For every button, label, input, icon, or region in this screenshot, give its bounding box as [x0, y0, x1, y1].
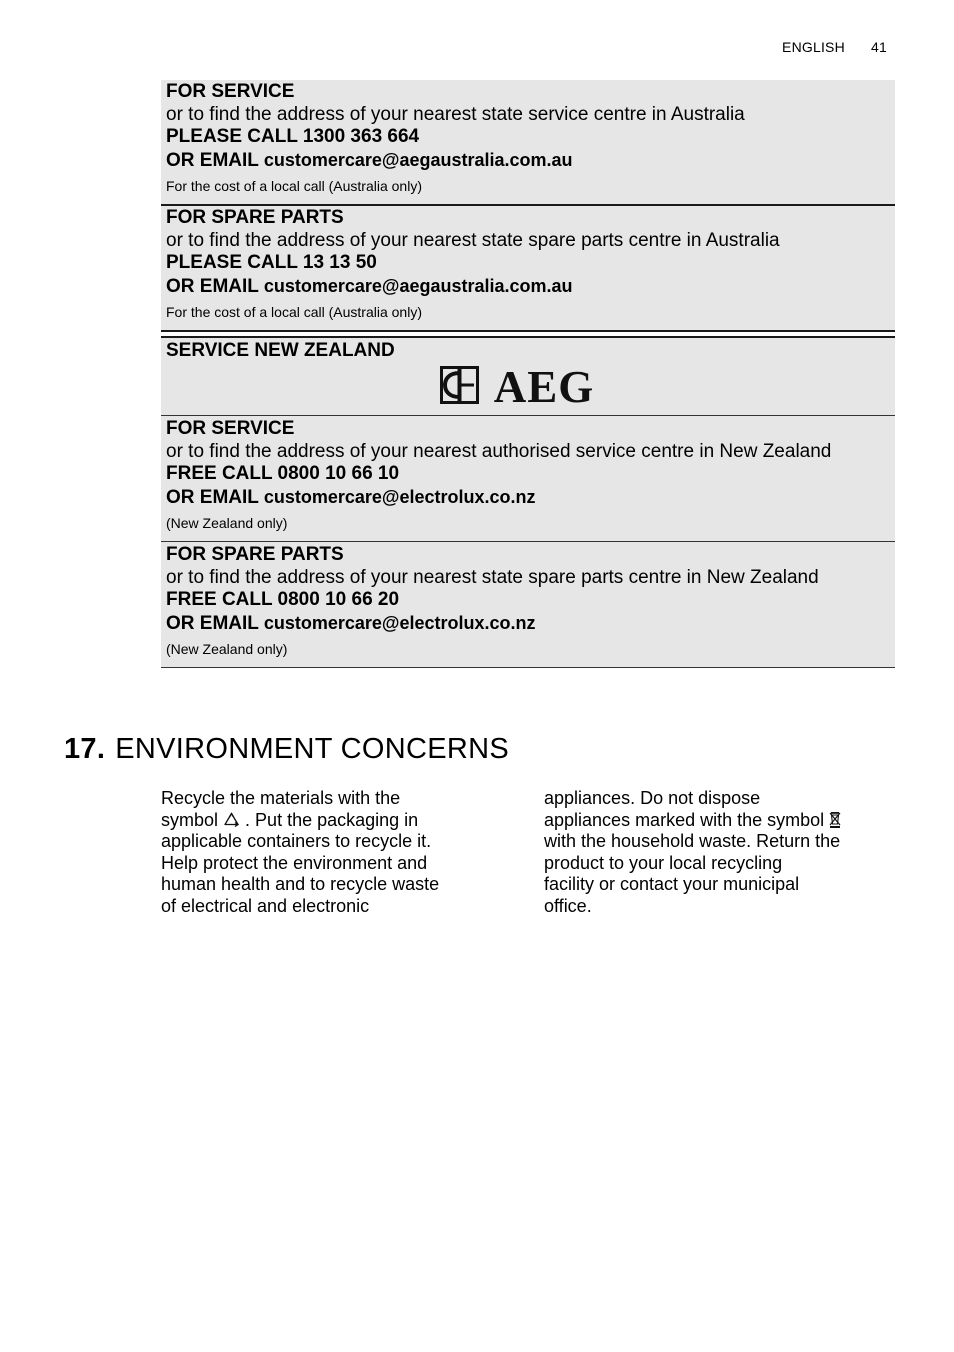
au-parts-call: PLEASE CALL 13 13 50: [166, 252, 377, 273]
email-prefix: OR EMAIL: [166, 149, 264, 171]
section-heading: [64, 733, 509, 766]
nz-parts-email[interactable]: customercare@electrolux.co.nz: [263, 612, 536, 633]
au-service-email[interactable]: customercare@aegaustralia.com.au: [263, 149, 573, 170]
nz-header-title: SERVICE NEW ZEALAND: [166, 340, 395, 361]
aeg-logo: [440, 365, 610, 407]
recycle-icon: [223, 812, 240, 828]
nz-parts-call: FREE CALL 0800 10 66 20: [166, 589, 400, 610]
logo-text: AEG: [493, 365, 595, 407]
separator: [161, 667, 895, 668]
separator: [161, 330, 895, 332]
text-line: facility or contact your municipal: [544, 874, 800, 895]
nz-parts-title: FOR SPARE PARTS: [166, 544, 344, 565]
text-line: with the household waste. Return the: [544, 831, 841, 852]
au-service-box: [161, 80, 895, 204]
text-line: Recycle the materials with the: [161, 788, 401, 808]
au-parts-email-line: [166, 275, 890, 299]
au-parts-title: FOR SPARE PARTS: [166, 207, 344, 228]
email-prefix: OR EMAIL: [166, 612, 264, 634]
section-number: 17.: [64, 733, 106, 765]
au-service-desc: or to find the address of your nearest state service centre in Australia: [166, 103, 745, 125]
nz-service-box: [161, 416, 895, 541]
environment-text-right: [544, 788, 864, 918]
nz-parts-desc: or to find the address of your nearest state spare parts centre in New Zealand: [166, 566, 819, 588]
page-header: [782, 39, 887, 55]
nz-parts-box: [161, 542, 895, 667]
au-parts-email[interactable]: customercare@aegaustralia.com.au: [263, 275, 573, 296]
au-parts-box: [161, 206, 895, 330]
nz-parts-email-line: [166, 612, 890, 636]
section-title: ENVIRONMENT CONCERNS: [115, 733, 509, 765]
nz-service-desc: or to find the address of your nearest authorised service centre in New Zealand: [166, 440, 832, 462]
text-fragment: symbol: [161, 809, 219, 830]
nz-service-call: FREE CALL 0800 10 66 10: [166, 463, 400, 484]
text-fragment: appliances marked with the symbol: [544, 809, 825, 830]
au-service-email-line: [166, 149, 890, 173]
nz-service-note: (New Zealand only): [166, 515, 288, 531]
text-line: [161, 810, 481, 832]
text-line: [544, 810, 864, 832]
text-line: office.: [544, 895, 592, 916]
text-line: Help protect the environment and: [161, 852, 428, 873]
header-language: ENGLISH: [782, 39, 845, 55]
nz-service-title: FOR SERVICE: [166, 418, 295, 439]
text-line: applicable containers to recycle it.: [161, 831, 432, 852]
text-line: appliances. Do not dispose: [544, 788, 761, 808]
nz-service-email-line: [166, 486, 890, 510]
page-number: 41: [871, 39, 887, 55]
text-fragment: . Put the packaging in: [245, 809, 419, 830]
au-service-title: FOR SERVICE: [166, 81, 295, 102]
text-line: product to your local recycling: [544, 852, 783, 873]
au-service-note: For the cost of a local call (Australia only): [166, 178, 422, 194]
crossed-bin-icon: [829, 811, 841, 828]
au-parts-note: For the cost of a local call (Australia only): [166, 304, 422, 320]
nz-service-email[interactable]: customercare@electrolux.co.nz: [263, 486, 536, 507]
nz-parts-note: (New Zealand only): [166, 641, 288, 657]
text-line: of electrical and electronic: [161, 895, 370, 916]
environment-text-left: [161, 788, 481, 918]
text-line: human health and to recycle waste: [161, 874, 440, 895]
email-prefix: OR EMAIL: [166, 486, 264, 508]
au-service-call: PLEASE CALL 1300 363 664: [166, 126, 420, 147]
au-parts-desc: or to find the address of your nearest state spare parts centre in Australia: [166, 229, 780, 251]
email-prefix: OR EMAIL: [166, 275, 264, 297]
